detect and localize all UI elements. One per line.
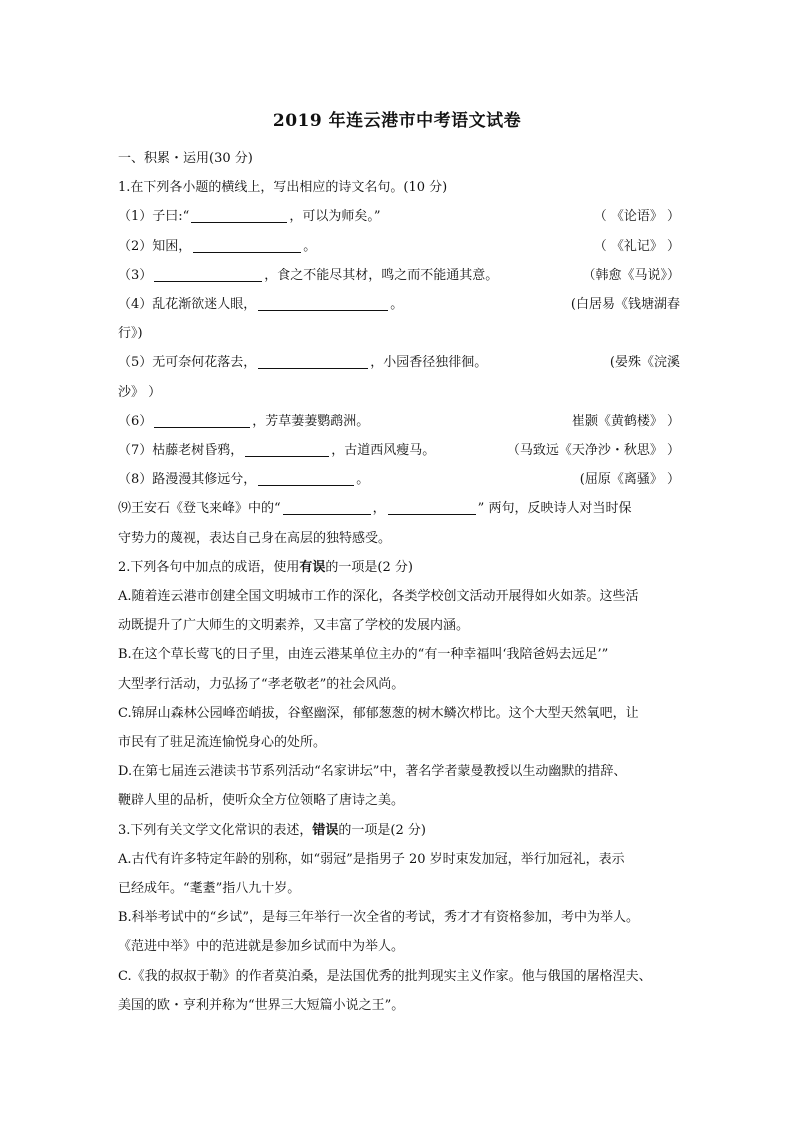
option-a-line-1: A.古代有许多特定年龄的别称，如“弱冠”是指男子 20 岁时束发加冠，举行加冠礼，表示 xyxy=(118,851,625,867)
poem-source: （ 《礼记》 ） xyxy=(593,238,680,254)
poem-source: （ 《论语》 ） xyxy=(593,209,680,225)
answer-blank[interactable] xyxy=(258,470,354,486)
poem-item-2: （2）知困， 。 （ 《礼记》 ） xyxy=(118,232,680,261)
poem-source: (白居易《钱塘湖春 xyxy=(570,297,680,313)
option-d-line-1: D.在第七届连云港读书节系列活动“名家讲坛”中，著名学者蒙曼教授以生动幽默的措辞、 xyxy=(118,764,627,780)
poem-source-continued: 行》) xyxy=(118,326,143,342)
poem-item-3: （3） ，食之不能尽其材，鸣之而不能通其意。 （韩愈《马说》） xyxy=(118,261,680,290)
answer-blank[interactable] xyxy=(191,207,287,223)
question-3-stem: 3.下列有关文学文化常识的表述，错误的一项是(2 分) xyxy=(118,822,426,838)
option-d-line-2: 鞭辟人里的品析，使听众全方位领略了唐诗之美。 xyxy=(118,793,405,809)
answer-blank[interactable] xyxy=(154,412,250,428)
poem-source: (晏殊《浣溪 xyxy=(609,355,680,371)
answer-blank[interactable] xyxy=(388,499,476,515)
poem-item-9-continued: 守势力的蔑视，表达自己身在高层的独特感受。 xyxy=(118,530,392,546)
answer-blank[interactable] xyxy=(154,266,262,282)
exam-title: 2019 年连云港市中考语文试卷 xyxy=(272,111,522,131)
poem-item-6: （6） ，芳草萋萋鹦鹉洲。 崔颢《黄鹤楼》 ） xyxy=(118,407,680,436)
answer-blank[interactable] xyxy=(258,295,388,311)
poem-item-9: ⑼王安石《登飞来峰》中的“ ， ” 两句，反映诗人对当时保 xyxy=(118,501,632,517)
answer-blank[interactable] xyxy=(193,237,301,253)
poem-item-1: （1）子曰:“ ，可以为师矣。” （ 《论语》 ） xyxy=(118,202,680,231)
exam-body xyxy=(118,144,680,1020)
question-2-stem: 2.下列各句中加点的成语，使用有误的一项是(2 分) xyxy=(118,559,413,575)
option-b-line-1: B.科举考试中的“乡试”，是每三年举行一次全省的考试，秀才才有资格参加，考中为举人。 xyxy=(118,910,639,926)
answer-blank[interactable] xyxy=(283,499,371,515)
option-a-line-1: A.随着连云港市创建全国文明城市工作的深化，各类学校创文活动开展得如火如荼。这些活 xyxy=(118,589,639,605)
emphasis-word: 有误 xyxy=(299,559,326,575)
poem-source: 崔颢《黄鹤楼》 ） xyxy=(571,413,680,429)
answer-blank[interactable] xyxy=(245,441,329,457)
poem-source: (屈原《离骚》 ） xyxy=(579,472,680,488)
answer-blank[interactable] xyxy=(258,353,368,369)
poem-source: （韩愈《马说》） xyxy=(582,267,680,283)
emphasis-word: 错误 xyxy=(312,822,339,838)
poem-source: （马致远《天净沙・秋思》 ） xyxy=(506,443,680,459)
option-c-line-1: C.锦屏山森林公园峰峦峭拔，谷壑幽深，郁郁葱葱的树木鳞次栉比。这个大型天然氧吧，让 xyxy=(118,705,639,721)
poem-source-continued: 沙》 ） xyxy=(118,384,162,400)
poem-item-4: （4）乱花渐欲迷人眼， 。 (白居易《钱塘湖春 xyxy=(118,290,680,319)
section-heading: 一、积累・运用(30 分) xyxy=(118,151,253,166)
option-c-line-1: C.《我的叔叔于勒》的作者莫泊桑，是法国优秀的批判现实主义作家。他与俄国的屠格涅夫、 xyxy=(118,968,652,984)
option-b-line-2: 《范进中举》中的范进就是参加乡试而中为举人。 xyxy=(118,939,405,955)
option-a-line-2: 已经成年。“耄耋”指八九十岁。 xyxy=(118,881,301,897)
poem-item-8: （8）路漫漫其修远兮， 。 (屈原《离骚》 ） xyxy=(118,465,680,494)
option-b-line-2: 大型孝行活动，力弘扬了“孝老敬老”的社会风尚。 xyxy=(118,676,405,692)
option-a-line-2: 动既提升了广大师生的文明素养，又丰富了学校的发展内涵。 xyxy=(118,618,470,634)
option-c-line-2: 市民有了驻足流连愉悦身心的处所。 xyxy=(118,735,327,751)
poem-item-5: （5）无可奈何花落去， ，小园香径独徘徊。 (晏殊《浣溪 xyxy=(118,348,680,377)
poem-item-7: （7）枯藤老树昏鸦， ，古道西风瘦马。 （马致远《天净沙・秋思》 ） xyxy=(118,436,680,465)
question-1-stem: 1.在下列各小题的横线上，写出相应的诗文名句。(10 分) xyxy=(118,180,448,196)
option-b-line-1: B.在这个草长莺飞的日子里，由连云港某单位主办的“有一种幸福叫‘我陪爸妈去远足’” xyxy=(118,647,609,663)
option-c-line-2: 美国的欧・亨利并称为“世界三大短篇小说之王”。 xyxy=(118,997,405,1013)
